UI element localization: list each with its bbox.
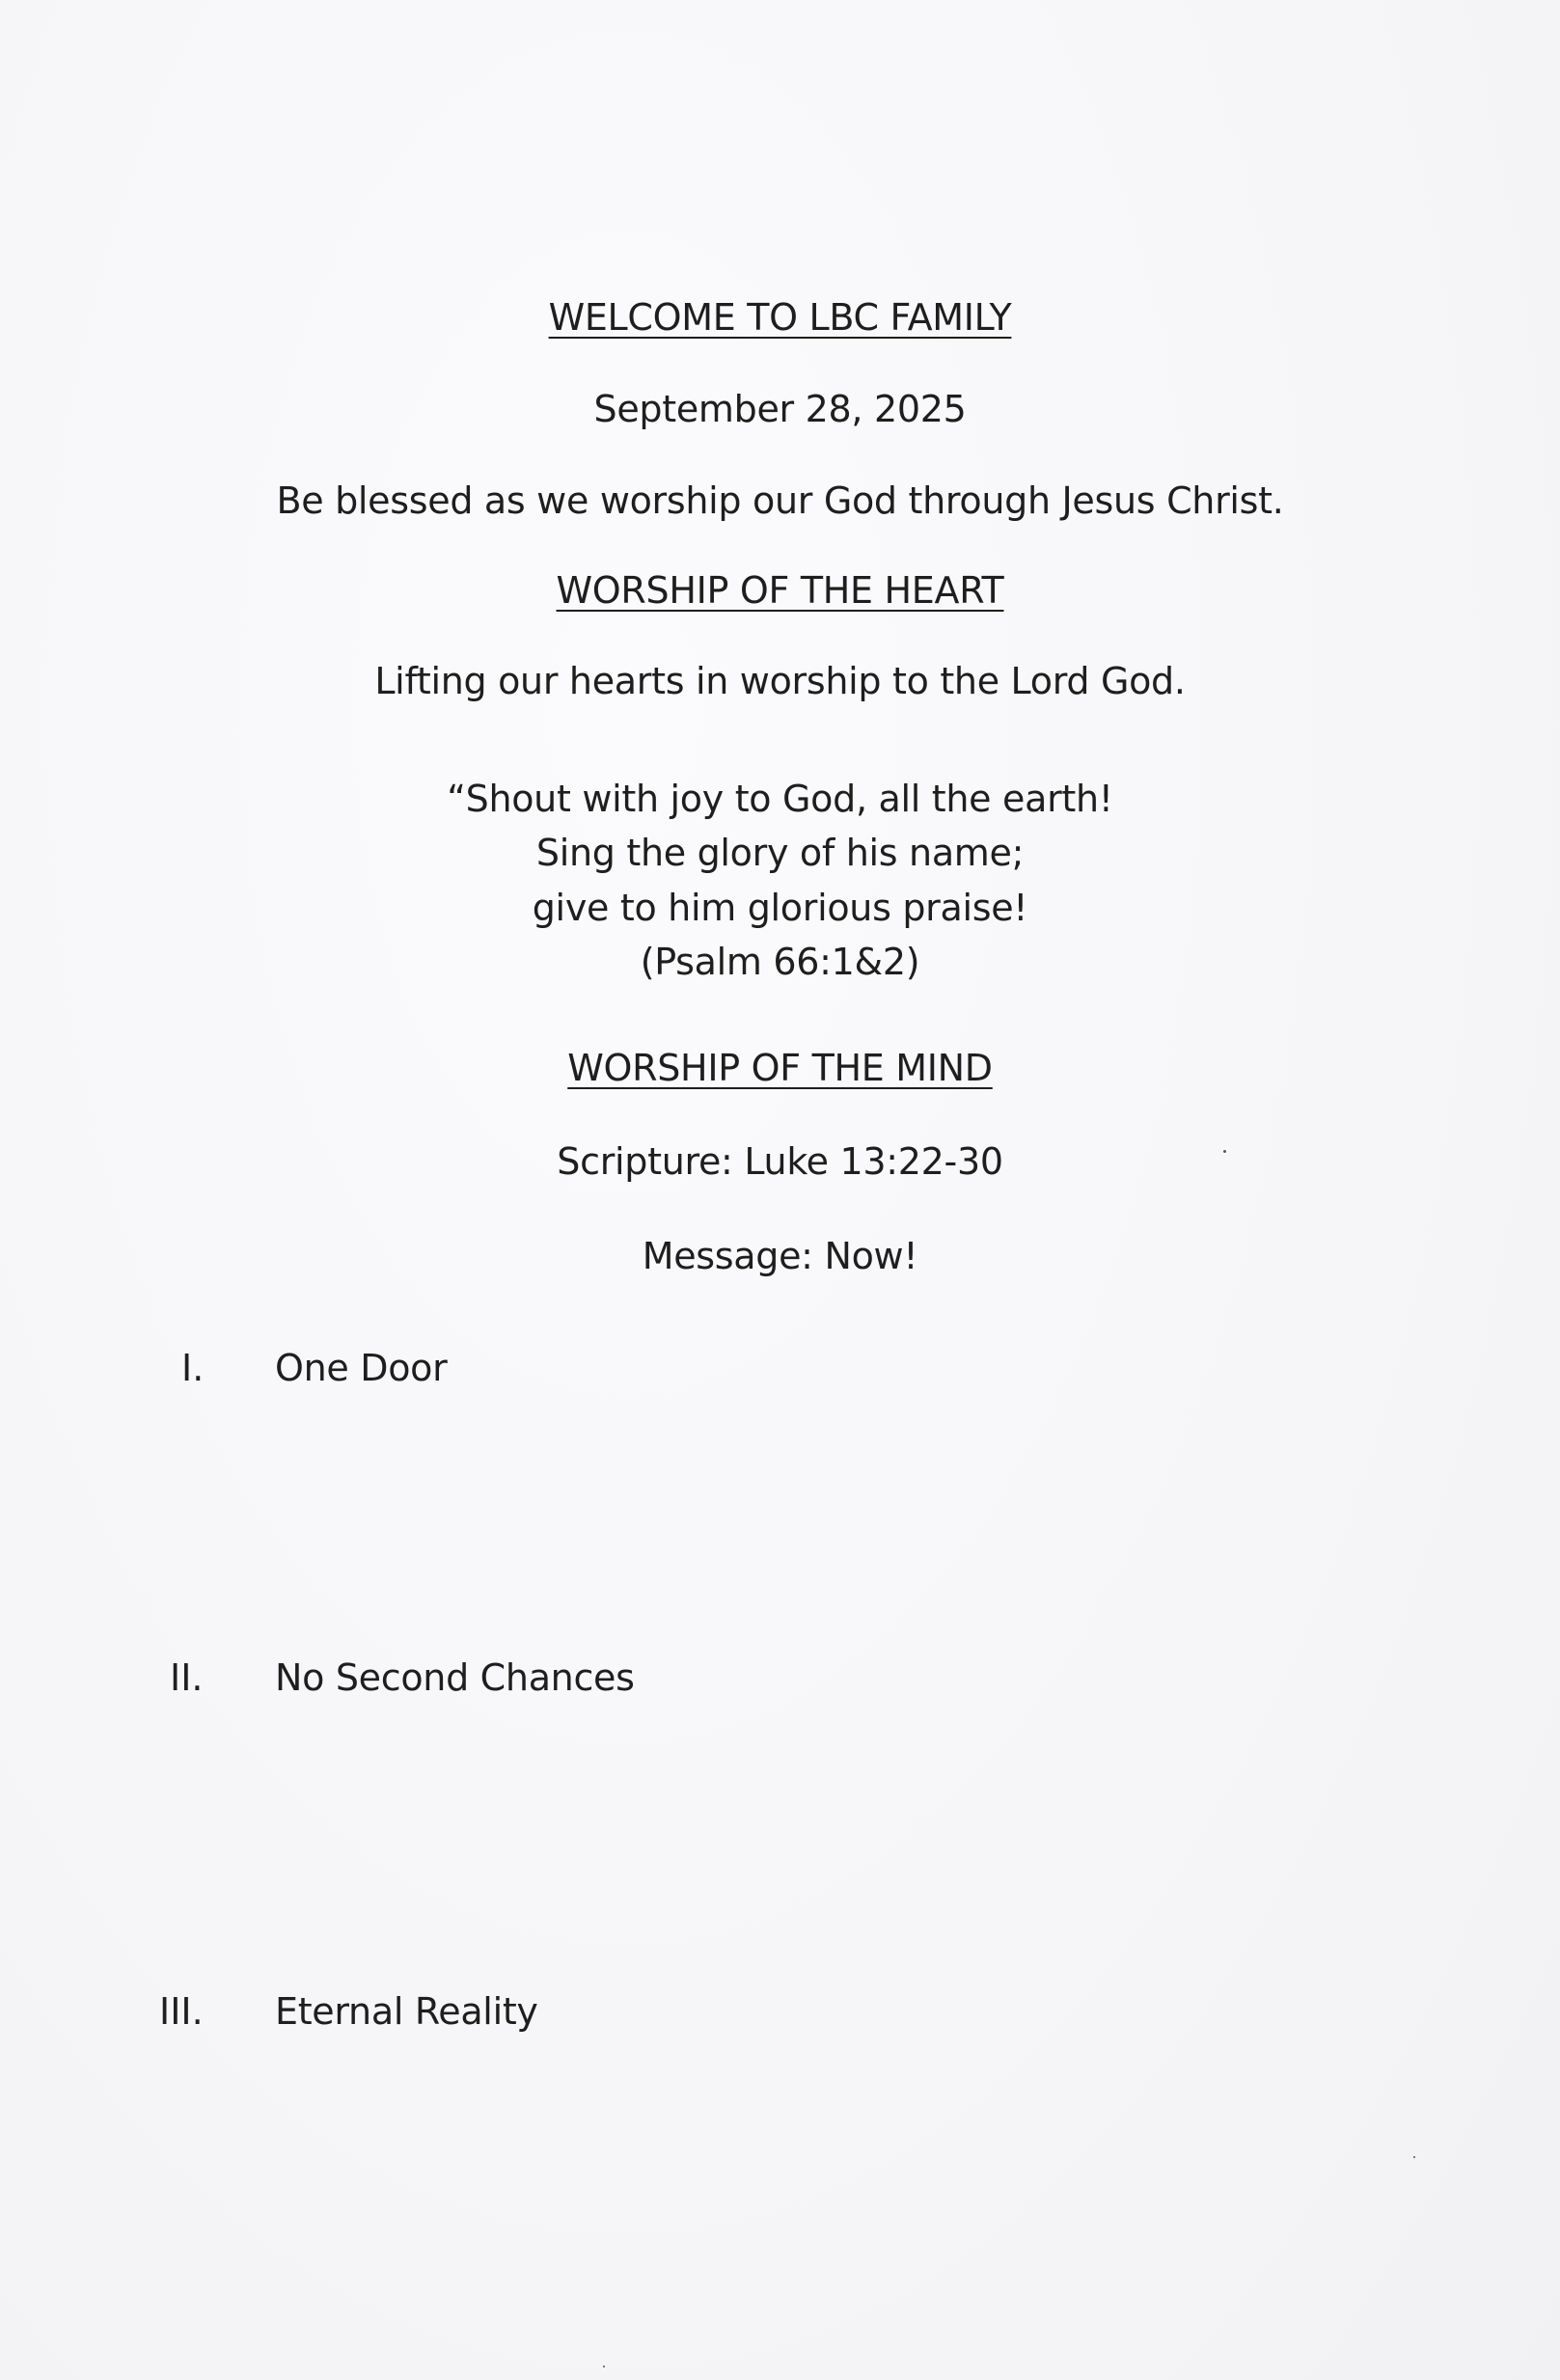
sermon-title: Message: Now!: [642, 1235, 918, 1277]
verse-line: Sing the glory of his name;: [535, 832, 1025, 874]
bulletin-title: WELCOME TO LBC FAMILY: [548, 296, 1012, 339]
bulletin-date: September 28, 2025: [593, 388, 967, 430]
outline-numeral: II.: [170, 1656, 204, 1699]
scripture-reference: Scripture: Luke 13:22-30: [557, 1140, 1003, 1183]
paper-speck: [1223, 1150, 1226, 1153]
outline-point: No Second Chances: [275, 1656, 635, 1699]
outline-point: Eternal Reality: [275, 1990, 538, 2033]
outline-point: One Door: [275, 1347, 448, 1389]
verse-line: give to him glorious praise!: [532, 887, 1028, 929]
outline-numeral: I.: [181, 1347, 205, 1389]
worship-heart-heading: WORSHIP OF THE HEART: [556, 569, 1004, 612]
outline-numeral: III.: [159, 1990, 204, 2033]
verse-reference: (Psalm 66:1&2): [640, 941, 920, 983]
paper-speck: [603, 2366, 605, 2367]
verse-line: “Shout with joy to God, all the earth!: [447, 778, 1113, 820]
worship-mind-heading: WORSHIP OF THE MIND: [567, 1047, 993, 1089]
worship-heart-intro: Lifting our hearts in worship to the Lord God.: [374, 660, 1186, 702]
greeting-line: Be blessed as we worship our God through Jesus Christ.: [276, 479, 1284, 522]
paper-speck: [1413, 2156, 1415, 2158]
